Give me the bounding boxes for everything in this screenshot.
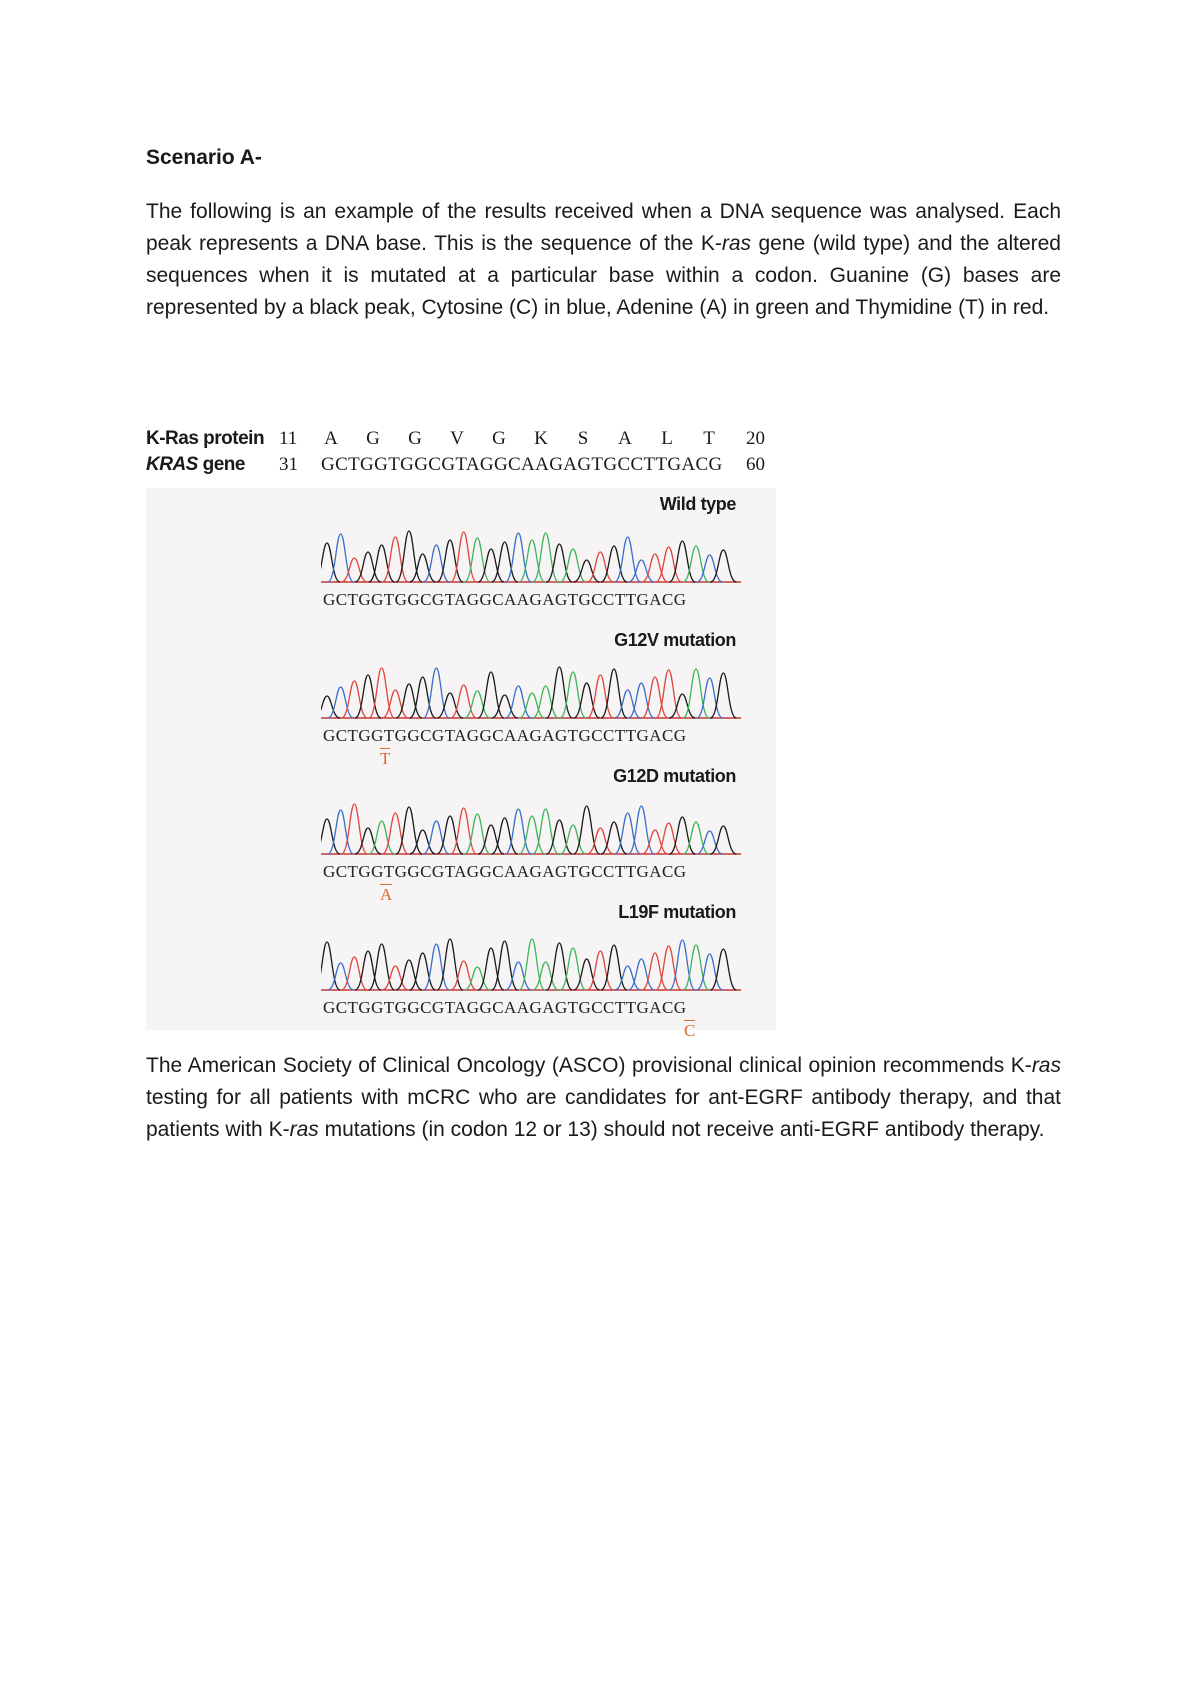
amino-acid: G — [408, 428, 422, 449]
trace-peak — [321, 942, 340, 990]
mutation-base: C — [684, 1021, 696, 1040]
amino-acid: S — [577, 428, 589, 449]
base-sequence: GCTGGTGGCGTAGGCAAGAGTGCCTTGACG — [323, 862, 687, 881]
gene-end: 60 — [746, 454, 765, 475]
chromatogram-trace — [321, 928, 741, 992]
trace-peak — [574, 806, 600, 854]
gene-start: 31 — [279, 454, 298, 475]
protein-end: 20 — [746, 428, 765, 449]
trace-peak — [505, 962, 531, 990]
amino-acid: K — [534, 428, 548, 449]
intro-text-2: gene (wild type) and the altered sequences when it is mutated at a particular base within a codon. Guanine (G) bases are represented by a black peak, Cytosine (C) in blue, Adenine (A) in green and Thymidine (T) in red. — [146, 232, 1061, 319]
amino-acid: T — [703, 428, 715, 449]
panel-g12d — [146, 766, 776, 902]
mutation-base: A — [380, 885, 393, 904]
base-sequence: GCTGGTGGCGTAGGCAAGAGTGCCTTGACG — [323, 590, 687, 609]
gene-label-rest: gene — [197, 454, 245, 475]
trace-peak — [560, 549, 586, 582]
base-sequence: GCTGGTGGCGTAGGCAAGAGTGCCTTGACG — [323, 998, 687, 1017]
trace-peak — [478, 672, 504, 718]
asco-text-2: testing for all patients with mCRC who are candidates for ant-EGRF antibody therapy, and that patients with K- — [146, 1086, 1061, 1141]
trace-peak — [478, 948, 504, 990]
panel-l19f — [146, 902, 776, 1038]
trace-peak — [533, 962, 559, 990]
asco-ras-italic-1: ras — [1031, 1054, 1061, 1077]
gene-label-italic: KRAS — [146, 454, 198, 475]
amino-acid: G — [492, 428, 506, 449]
asco-text-1: The American Society of Clinical Oncology (ASCO) provisional clinical opinion recommends K- — [146, 1054, 1032, 1077]
chromatogram-trace — [321, 520, 741, 584]
amino-acid: V — [450, 428, 464, 449]
trace-peak — [519, 816, 545, 854]
asco-ras-italic-2: ras — [289, 1118, 319, 1141]
panel-wild-type — [146, 494, 776, 630]
chromatogram-trace — [321, 656, 741, 720]
trace-peak — [519, 939, 545, 990]
trace-peak — [669, 694, 695, 718]
asco-paragraph — [146, 1050, 1061, 1146]
panel-g12v — [146, 630, 776, 766]
gene-sequence: GCTGGTGGCGTAGGCAAGAGTGCCTTGACG — [321, 454, 723, 475]
intro-ras-italic: ras — [721, 232, 752, 255]
panel-title: Wild type — [659, 494, 736, 514]
base-sequence: GCTGGTGGCGTAGGCAAGAGTGCCTTGACG — [323, 726, 687, 745]
panel-title: L19F mutation — [618, 902, 736, 922]
panel-title: G12V mutation — [614, 630, 736, 650]
chromatogram-trace — [321, 792, 741, 856]
kras-chromatogram-figure — [146, 428, 776, 1040]
trace-peak — [321, 696, 340, 718]
trace-peak — [382, 690, 408, 718]
amino-acid: L — [661, 428, 673, 449]
intro-paragraph — [146, 196, 1061, 324]
protein-start: 11 — [279, 428, 298, 449]
protein-label: K-Ras protein — [146, 428, 265, 449]
trace-peak — [519, 540, 545, 582]
mutation-base: T — [380, 749, 391, 768]
scenario-heading: Scenario A- — [146, 146, 262, 169]
gene-label — [146, 454, 245, 476]
trace-peak — [328, 687, 354, 718]
intro-text-1: The following is an example of the results received when a DNA sequence was analysed. Each peak represents a DNA base. This is the sequence of the K- — [146, 200, 1061, 255]
panel-title: G12D mutation — [613, 766, 736, 786]
asco-text-3: mutations (in codon 12 or 13) should not receive anti-EGRF antibody therapy. — [318, 1118, 1045, 1141]
amino-acid: G — [366, 428, 380, 449]
amino-acid: A — [618, 428, 632, 449]
amino-acid: A — [324, 428, 338, 449]
